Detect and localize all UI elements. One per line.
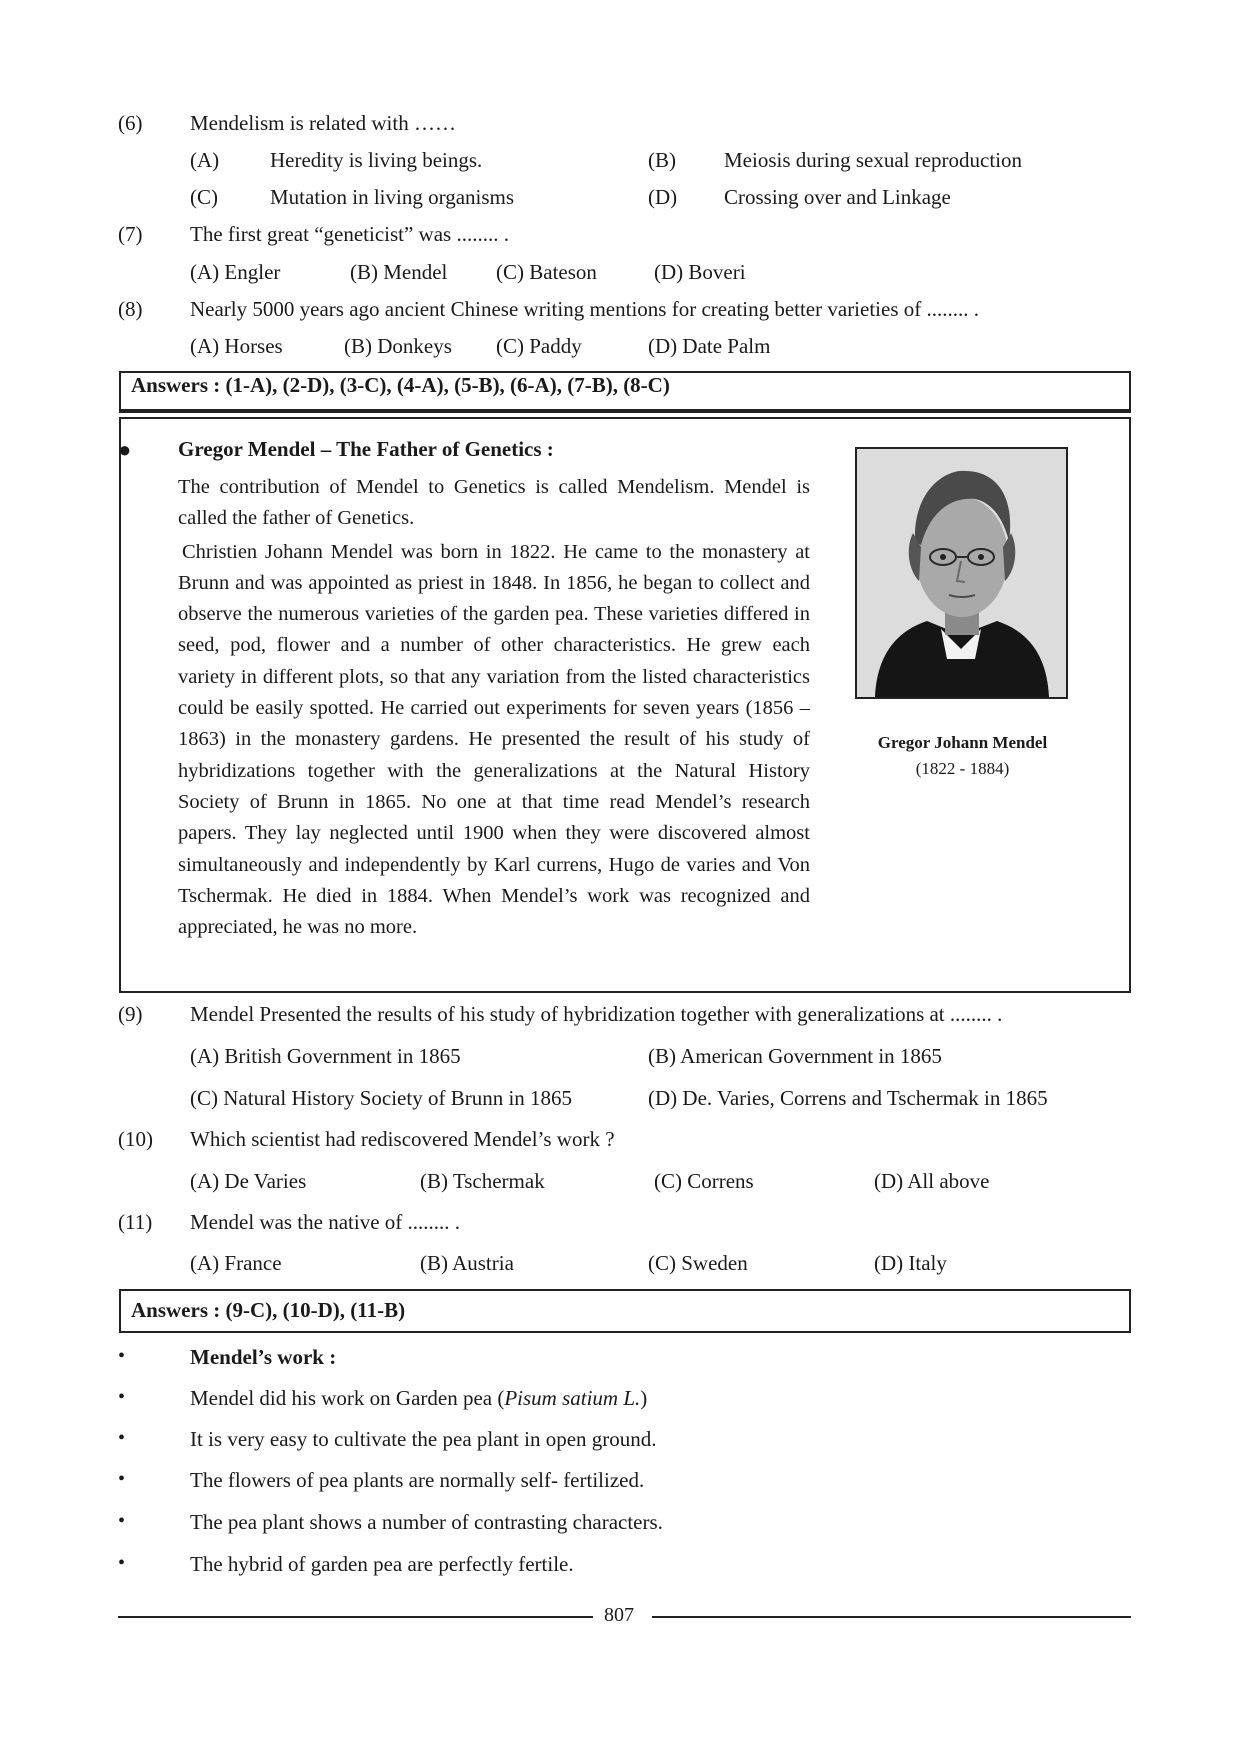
bullet-icon: • [118, 1510, 126, 1532]
option: (A) Engler [190, 260, 281, 284]
option: (A) British Government in 1865 [190, 1044, 461, 1068]
list-item: The flowers of pea plants are normally self- fertilized. [190, 1468, 645, 1492]
option-text: Heredity is living beings. [270, 148, 483, 172]
list-item: The hybrid of garden pea are perfectly fertile. [190, 1552, 574, 1576]
option: (C) Correns [654, 1169, 754, 1193]
question-number: (10) [118, 1127, 153, 1151]
bullet-icon: • [118, 1386, 126, 1408]
portrait-caption-years: (1822 - 1884) [915, 759, 1010, 778]
page-number: 807 [604, 1604, 634, 1626]
question-text: Which scientist had rediscovered Mendel’s work ? [190, 1127, 615, 1151]
option: (D) Date Palm [648, 334, 771, 358]
option: (A) France [190, 1251, 282, 1275]
footer-rule-right [652, 1616, 1131, 1618]
list-item [190, 1386, 647, 1411]
mendel-portrait [855, 447, 1068, 699]
list-item-text: ) [640, 1386, 648, 1410]
scientific-name: Pisum satium L. [504, 1386, 641, 1410]
question-number: (7) [118, 222, 143, 246]
option-text: Crossing over and Linkage [724, 185, 951, 209]
box-top-rule [119, 411, 1131, 413]
footer-rule-left [118, 1616, 593, 1618]
box-top-rule [119, 417, 1131, 419]
option-label: (A) [190, 148, 220, 172]
option: (B) Austria [420, 1251, 514, 1275]
option: (B) Tschermak [420, 1169, 545, 1193]
option: (D) Boveri [654, 260, 746, 284]
portrait-caption-name: Gregor Johann Mendel [877, 733, 1048, 752]
section-heading: Gregor Mendel – The Father of Genetics : [178, 437, 554, 461]
list-item: The pea plant shows a number of contrasting characters. [190, 1510, 663, 1534]
question-number: (6) [118, 111, 143, 135]
bullet-icon: • [118, 1468, 126, 1490]
question-text: Mendelism is related with …… [190, 111, 456, 135]
section-heading: Mendel’s work : [190, 1345, 337, 1369]
option: (C) Paddy [496, 334, 582, 358]
bullet-icon: • [118, 1552, 126, 1574]
paragraph-intro: The contribution of Mendel to Genetics is called Mendelism. Mendel is called the father of Genetics. [178, 476, 810, 530]
option-text: Meiosis during sexual reproduction [724, 148, 1023, 172]
option: (C) Bateson [496, 260, 597, 284]
question-number: (9) [118, 1002, 143, 1026]
option-text: Mutation in living organisms [270, 185, 515, 209]
question-text: Nearly 5000 years ago ancient Chinese writing mentions for creating better varieties of ........ . [190, 297, 979, 321]
option-label: (C) [190, 185, 218, 209]
option: (B) Donkeys [344, 334, 452, 358]
question-text: The first great “geneticist” was ........ . [190, 222, 509, 246]
option: (D) Italy [874, 1251, 947, 1275]
option: (D) All above [874, 1169, 990, 1193]
option: (B) American Government in 1865 [648, 1044, 942, 1068]
mendel-paragraph [178, 472, 810, 943]
option: (C) Natural History Society of Brunn in 1865 [190, 1086, 573, 1110]
question-text: Mendel was the native of ........ . [190, 1210, 461, 1234]
option: (C) Sweden [648, 1251, 748, 1275]
answers-text: Answers : (9-C), (10-D), (11-B) [131, 1298, 406, 1322]
bullet-icon: ● [118, 437, 132, 462]
question-number: (11) [118, 1210, 153, 1234]
option: (A) Horses [190, 334, 283, 358]
bullet-icon: • [118, 1427, 126, 1449]
option: (D) De. Varies, Correns and Tschermak in 1865 [648, 1086, 1048, 1110]
paragraph-biography: Christien Johann Mendel was born in 1822. He came to the monastery at Brunn and was appointed as priest in 1848. In 1856, he began to collect and observe the numerous varieties of the garden pea. These varieties differed in seed, pod, flower and a number of other characteristics. He grew each variety in different plots, so that any variation from the listed characteristics could be easily spotted. He carried out experiments for seven years (1856 – 1863) in the monastery gardens. He presented the result of his study of hybridizations together with the generalizations at the Natural History Society of Brunn in 1865. No one at that time read Mendel’s research papers. They lay neglected until 1900 when they were discovered almost simultaneously and independently by Karl currens, Hugo de varies and Von Tschermak. He died in 1884. When Mendel’s work was recognized and appreciated, he was no more. [178, 540, 810, 939]
list-item-text: Mendel did his work on Garden pea ( [190, 1386, 505, 1410]
option-label: (D) [648, 185, 678, 209]
list-item: It is very easy to cultivate the pea plant in open ground. [190, 1427, 657, 1451]
bullet-icon: • [118, 1345, 126, 1367]
option: (B) Mendel [350, 260, 448, 284]
question-number: (8) [118, 297, 143, 321]
option: (A) De Varies [190, 1169, 307, 1193]
option-label: (B) [648, 148, 676, 172]
question-text: Mendel Presented the results of his study of hybridization together with generalizations at ........ . [190, 1002, 1003, 1026]
answers-text: Answers : (1-A), (2-D), (3-C), (4-A), (5-B), (6-A), (7-B), (8-C) [131, 373, 670, 397]
portrait-image [857, 449, 1066, 697]
